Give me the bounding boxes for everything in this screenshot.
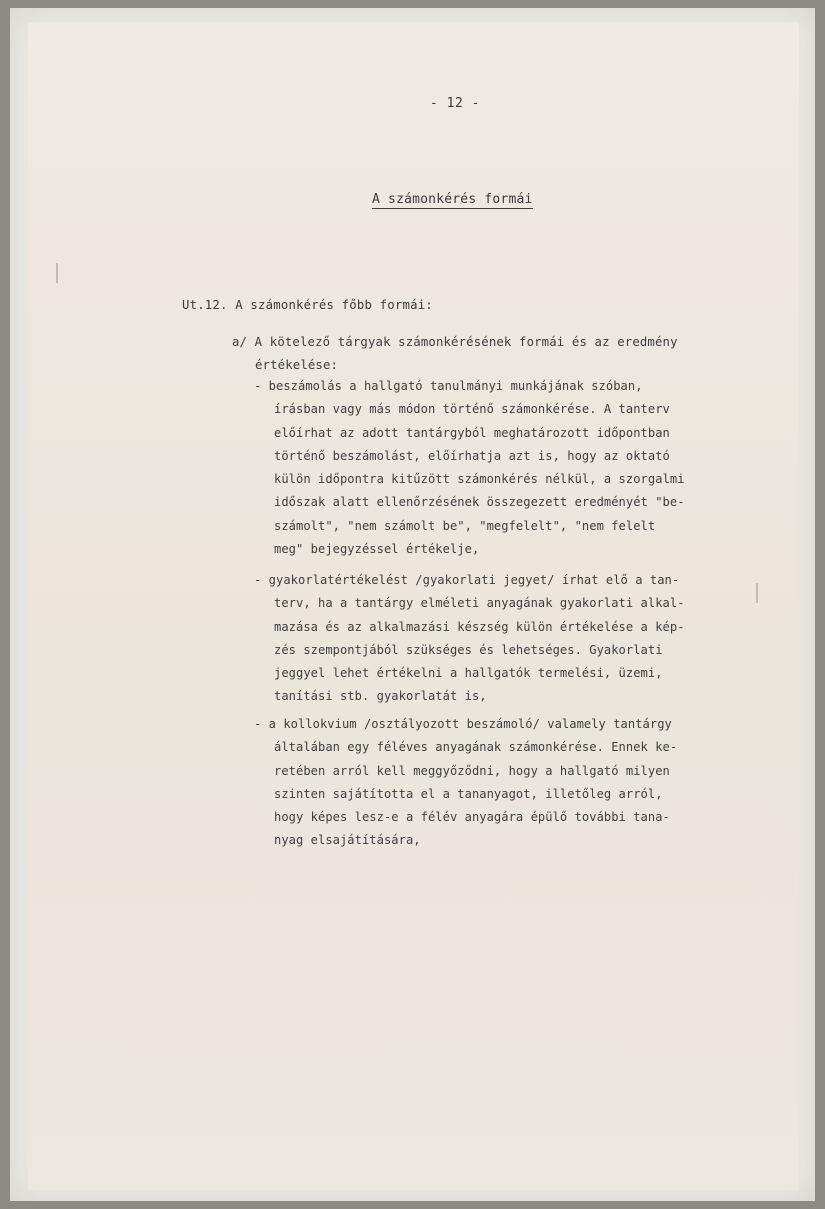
text-line: jeggyel lehet értékelni a hallgatók termelési, üzemi, (274, 666, 663, 681)
subitem-gyakorlatertekeles (254, 569, 724, 709)
item-a-line: a/ A kötelező tárgyak számonkérésének formái és az eredmény (232, 335, 678, 349)
section-title: A számonkérés formái (372, 192, 533, 207)
subitem-kollokvium (254, 713, 724, 853)
paper-scan-mark (56, 263, 58, 283)
text-line: szinten sajátította el a tananyagot, illetőleg arról, (274, 786, 663, 801)
item-a (232, 331, 732, 377)
text-line: zés szempontjából szükséges és lehetséges. Gyakorlati (274, 642, 663, 657)
page-number: - 12 - (430, 96, 480, 111)
text-line: - a kollokvium /osztályozott beszámoló/ valamely tantárgy (254, 717, 672, 731)
subitem-beszamolas (254, 375, 724, 561)
text-line: számolt", "nem számolt be", "megfelelt", "nem felelt (274, 518, 656, 533)
text-line: írásban vagy más módon történő számonkérése. A tanterv (274, 402, 670, 417)
text-line: tanítási stb. gyakorlatát is, (274, 689, 487, 704)
text-line: külön időpontra kitűzött számonkérés nélkül, a szorgalmi (274, 472, 685, 487)
text-line: retében arról kell meggyőződni, hogy a hallgató milyen (274, 763, 670, 778)
text-line: történő beszámolást, előírhatja azt is, hogy az oktató (274, 448, 670, 463)
scanned-page (10, 8, 815, 1201)
paper-scan-mark (756, 583, 758, 603)
text-line: terv, ha a tantárgy elméleti anyagának gyakorlati alkal- (274, 596, 685, 611)
text-line: előírhat az adott tantárgyból meghatározott időpontban (274, 425, 670, 440)
text-line: mazása és az alkalmazási készség külön értékelése a kép- (274, 619, 685, 634)
text-line: hogy képes lesz-e a félév anyagára épülő további tana- (274, 810, 670, 825)
text-line: nyag elsajátítására, (274, 833, 421, 848)
text-line: - beszámolás a hallgató tanulmányi munkájának szóban, (254, 379, 643, 393)
text-line: időszak alatt ellenőrzésének összegezett eredményét "be- (274, 495, 685, 510)
text-line: - gyakorlatértékelést /gyakorlati jegyet/ írhat elő a tan- (254, 573, 680, 587)
item-a-line: értékelése: (255, 358, 339, 372)
text-line: általában egy féléves anyagának számonkérése. Ennek ke- (274, 740, 678, 755)
intro-line: Ut.12. A számonkérés főbb formái: (182, 298, 433, 312)
text-line: meg" bejegyzéssel értékelje, (274, 542, 480, 557)
